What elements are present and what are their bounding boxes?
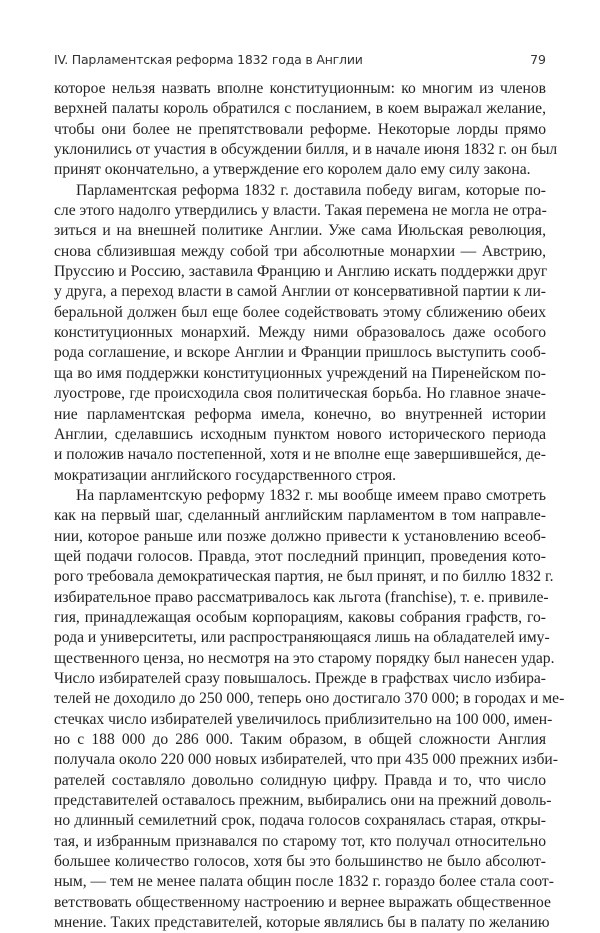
text-line: ща во имя поддержки конституционных учреждений на Пиренейском по- <box>54 364 546 382</box>
text-line: уклонились от участия в обсуждении билля, и в начале июня 1832 г. он был <box>54 141 558 159</box>
text-line: луострове, где происходила своя политическая борьба. Но главное значе- <box>54 385 546 403</box>
running-header <box>54 52 546 72</box>
text-line: сле этого надолго утвердились у власти. Такая перемена не могла не отра- <box>54 202 547 220</box>
text-line: беральной должен был еще более содействовать этому сближению обеих <box>54 303 546 321</box>
text-line: но с 188 000 до 286 000. Таким образом, в общей сложности Англия <box>54 731 546 748</box>
text-line: которое нельзя назвать вполне конституционным: ко многим из членов <box>54 80 546 97</box>
text-line: Парламентская реформа 1832 г. доставила победу вигам, которые по- <box>76 181 546 199</box>
text-line: щей подачи голосов. Правда, этот последний принцип, проведения кото- <box>54 547 546 565</box>
text-line: как на первый шаг, сделанный английским парламентом в том направле- <box>54 507 546 525</box>
text-line: принят окончательно, а утверждение его королем дало ему силу закона. <box>54 161 531 179</box>
body-text <box>54 79 565 933</box>
paragraph <box>54 79 558 181</box>
text-line: ным, — тем не менее палата общин после 1832 г. гораздо более стала соот- <box>54 873 554 891</box>
text-line: нии, которое раньше или позже должно привести к установлению всеоб- <box>54 527 546 545</box>
text-line: мократизации английского государственного строя. <box>54 466 397 484</box>
paragraph <box>54 181 546 486</box>
text-line: получала около 220 000 новых избирателей, что при 435 000 прежних изби- <box>54 751 558 769</box>
page-number: 79 <box>530 52 546 67</box>
text-line: конституционных монархий. Между ними образовалось даже особого <box>54 324 546 342</box>
text-line: стечках число избирателей увеличилось приблизительно на 100 000, имен- <box>54 710 553 728</box>
text-line: гия, принадлежащая особым корпорациям, каковы собрания графств, го- <box>54 608 546 626</box>
running-title: IV. Парламентская реформа 1832 года в Англии <box>54 52 363 67</box>
text-line: ветствовать общественному настроению и вернее выражать общественное <box>54 893 551 911</box>
text-line: телей не доходило до 250 000, теперь оно достигало 370 000; в городах и ме- <box>54 690 565 708</box>
text-line: избирательное право рассматривалось как льгота (franchise), т. е. привиле- <box>54 588 549 606</box>
text-line: у друга, а переход власти в самой Англии от консервативной партии к ли- <box>54 283 546 301</box>
text-line: тая, и избранным признавался по старому тот, кто получал относительно <box>54 832 546 850</box>
text-line: рателей составляло довольно солидную цифру. Правда и то, что число <box>54 771 546 789</box>
text-line: верхней палаты король обратился с посланием, в коем выражал желание, <box>54 100 546 118</box>
text-line: Англии, сделавшись исходным пунктом нового исторического периода <box>54 425 546 443</box>
text-line: рода и университеты, или распространяющаяся лишь на обладателей иму- <box>54 629 550 647</box>
text-line: и положив начало постепенной, хотя и не вполне еще завершившейся, де- <box>54 446 546 464</box>
text-line: зиться и на внешней политике Англии. Уже сама Июльская революция, <box>54 222 546 240</box>
text-line: чтобы они более не препятствовали реформе. Некоторые лорды прямо <box>54 120 546 138</box>
text-line: Пруссию и Россию, заставила Францию и Англию искать поддержки друг <box>54 263 548 281</box>
text-line: мнение. Таких представителей, которые являлись бы в палату по желанию <box>54 914 550 932</box>
text-line: но длинный семилетний срок, подача голосов сохранялась старая, откры- <box>54 812 546 830</box>
text-line: рода соглашение, и вскоре Англии и Франции пришлось выступить сооб- <box>54 344 546 362</box>
text-line: Число избирателей сразу повышалось. Прежде в графствах число избира- <box>54 669 546 687</box>
text-line: рого требовала демократическая партия, не был принят, и по биллю 1832 г. <box>54 568 554 586</box>
text-line: большее количество голосов, хотя бы это большинство не было абсолют- <box>54 853 546 871</box>
text-line: представителей оставалось прежним, выбирались они на прежний доволь- <box>54 792 552 810</box>
text-line: ние парламентская реформа имела, конечно, во внутренней истории <box>54 405 546 423</box>
text-line: На парламентскую реформу 1832 г. мы вообще имеем право смотреть <box>76 486 546 504</box>
text-line: щественного ценза, но несмотря на это старому порядку был нанесен удар. <box>54 649 555 667</box>
text-line: снова сблизившая между собой три абсолютные монархии — Австрию, <box>54 242 546 260</box>
paragraph <box>54 486 565 933</box>
